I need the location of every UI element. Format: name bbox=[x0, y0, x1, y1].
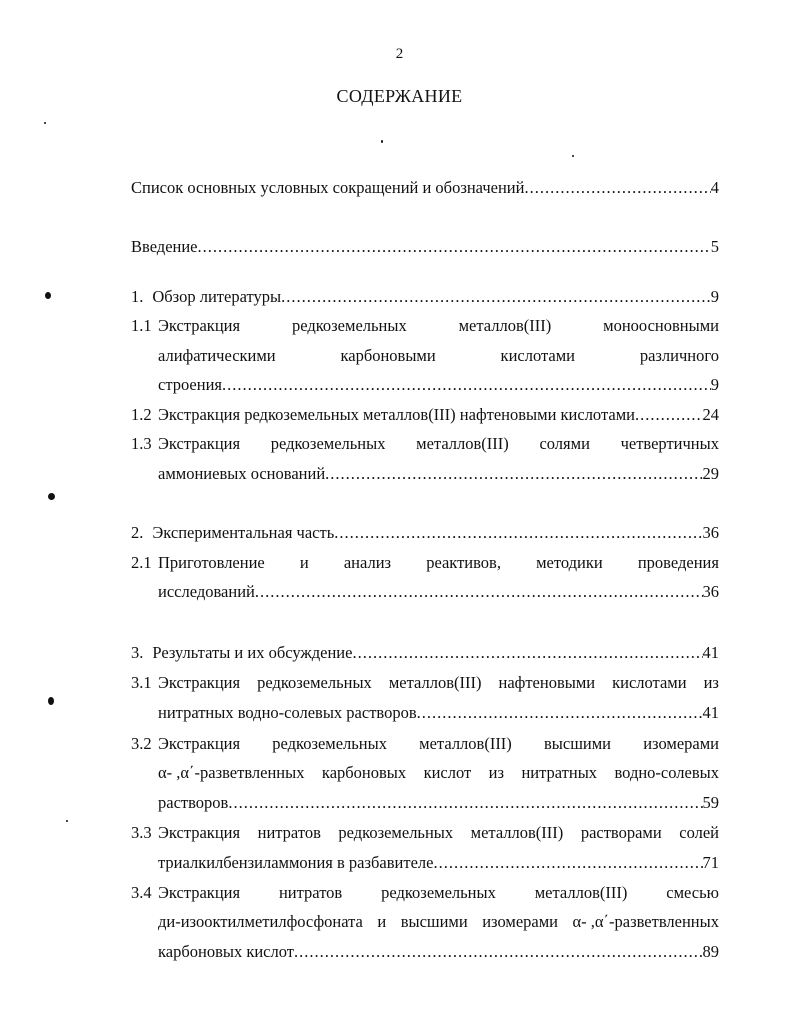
toc-entry-3-4-line-2 bbox=[158, 912, 719, 932]
toc-leader bbox=[334, 523, 702, 543]
toc-page: 89 bbox=[702, 942, 719, 961]
toc-word: редкоземельных bbox=[291, 316, 407, 335]
toc-word: карбоновыми bbox=[340, 346, 436, 365]
toc-entry-text: Результаты и их обсуждение bbox=[152, 643, 353, 662]
toc-leader bbox=[294, 942, 703, 962]
toc-word: ,α΄-разветвленных bbox=[590, 912, 719, 931]
toc-word: высшими bbox=[400, 912, 468, 931]
toc-word: нитратов bbox=[257, 823, 321, 842]
toc-word: четвертичных bbox=[620, 434, 719, 453]
toc-entry-text: Список основных условных сокращений и обозначений bbox=[131, 178, 525, 197]
toc-word: кислот bbox=[423, 763, 472, 782]
scan-speck bbox=[66, 820, 68, 822]
toc-entry-abbreviations[interactable] bbox=[131, 178, 719, 198]
toc-page: 5 bbox=[710, 237, 719, 256]
toc-entry-number: 3. bbox=[131, 643, 144, 662]
toc-word: ди-изооктилметилфосфоната bbox=[158, 912, 363, 931]
toc-word: из bbox=[488, 763, 505, 782]
toc-entry-2-1-last bbox=[158, 582, 719, 602]
toc-page: 36 bbox=[702, 523, 719, 542]
toc-leader bbox=[255, 582, 703, 602]
toc-entry-text: Экстракция редкоземельных металлов(III) нафтеновыми кислотами bbox=[158, 405, 635, 424]
toc-entry-chapter-3[interactable] bbox=[131, 643, 719, 663]
scan-speck bbox=[44, 122, 46, 124]
toc-entry-chapter-2[interactable] bbox=[131, 523, 719, 543]
toc-entry-text: карбоновых кислот bbox=[158, 942, 294, 961]
toc-entry-1-3-last bbox=[158, 464, 719, 484]
toc-word: проведения bbox=[637, 553, 719, 572]
toc-entry-chapter-1[interactable] bbox=[131, 287, 719, 307]
toc-entry-2-1[interactable] bbox=[158, 553, 719, 573]
toc-word: кислотами bbox=[500, 346, 575, 365]
toc-word: редкоземельных bbox=[270, 434, 386, 453]
scan-speck bbox=[48, 697, 54, 705]
toc-entry-1-1-last bbox=[158, 375, 719, 395]
toc-entry-3-2-last bbox=[158, 793, 719, 813]
toc-word: различного bbox=[639, 346, 719, 365]
toc-word: металлов(III) bbox=[388, 673, 482, 692]
toc-word: нафтеновыми bbox=[498, 673, 596, 692]
toc-word: α- bbox=[572, 912, 587, 931]
toc-word: анализ bbox=[343, 553, 392, 572]
toc-page: 29 bbox=[702, 464, 719, 483]
scan-speck bbox=[48, 493, 55, 500]
toc-word: Приготовление bbox=[158, 553, 265, 572]
toc-word: реактивов, bbox=[426, 553, 501, 572]
toc-entry-3-1-last bbox=[158, 703, 719, 723]
toc-entry-number: 1.2 bbox=[131, 405, 152, 424]
toc-word: металлов(III) bbox=[416, 434, 509, 453]
toc-entry-number: 1.1 bbox=[131, 316, 152, 335]
toc-word: редкоземельных bbox=[338, 823, 454, 842]
toc-word: кислотами bbox=[612, 673, 687, 692]
toc-word: редкоземельных bbox=[257, 673, 372, 692]
toc-leader bbox=[222, 375, 711, 395]
toc-word: металлов(III) bbox=[419, 734, 512, 753]
toc-leader bbox=[635, 405, 703, 425]
toc-word: изомерами bbox=[482, 912, 558, 931]
toc-entry-introduction[interactable] bbox=[131, 237, 719, 257]
toc-entry-3-3-last bbox=[158, 853, 719, 873]
toc-entry-text: растворов bbox=[158, 793, 229, 812]
toc-page: 41 bbox=[702, 643, 719, 662]
toc-word: из bbox=[703, 673, 719, 692]
toc-page: 36 bbox=[702, 582, 719, 601]
toc-page: 9 bbox=[710, 287, 719, 306]
toc-word: солями bbox=[539, 434, 590, 453]
toc-word: редкоземельных bbox=[272, 734, 387, 753]
toc-entry-number: 2. bbox=[131, 523, 144, 542]
toc-word: алифатическими bbox=[158, 346, 276, 365]
toc-word: Экстракция bbox=[158, 823, 241, 842]
toc-word: высшими bbox=[544, 734, 612, 753]
toc-entry-number: 3.1 bbox=[131, 673, 152, 692]
scan-speck bbox=[381, 140, 383, 143]
toc-leader bbox=[433, 853, 702, 873]
toc-entry-3-4[interactable] bbox=[158, 883, 719, 903]
scan-speck bbox=[572, 155, 574, 157]
toc-word: Экстракция bbox=[158, 734, 241, 753]
toc-word: смесью bbox=[666, 883, 719, 902]
toc-entry-number: 2.1 bbox=[131, 553, 152, 572]
toc-leader bbox=[352, 643, 702, 663]
toc-entry-3-1[interactable] bbox=[158, 673, 719, 693]
toc-leader bbox=[325, 464, 702, 484]
toc-word: и bbox=[377, 912, 387, 931]
toc-word: металлов(III) bbox=[534, 883, 628, 902]
toc-page: 4 bbox=[710, 178, 719, 197]
toc-entry-1-3[interactable] bbox=[158, 434, 719, 454]
toc-word: ,α΄-разветвленных bbox=[176, 763, 305, 782]
scan-speck bbox=[45, 292, 51, 299]
toc-entry-number: 3.2 bbox=[131, 734, 152, 753]
page-number: 2 bbox=[395, 46, 404, 62]
toc-page: 24 bbox=[702, 405, 719, 424]
toc-word: моноосновными bbox=[603, 316, 719, 335]
toc-entry-text: Введение bbox=[131, 237, 198, 256]
toc-leader bbox=[281, 287, 711, 307]
toc-leader bbox=[228, 793, 702, 813]
toc-leader bbox=[198, 237, 711, 257]
toc-entry-3-4-last bbox=[158, 942, 719, 962]
toc-entry-3-2-line-2 bbox=[158, 763, 719, 783]
toc-entry-3-3[interactable] bbox=[158, 823, 719, 843]
toc-entry-number: 3.4 bbox=[131, 883, 152, 902]
toc-word: солей bbox=[679, 823, 719, 842]
toc-entry-text: исследований bbox=[158, 582, 255, 601]
toc-entry-text: Экспериментальная часть bbox=[152, 523, 335, 542]
page-title: СОДЕРЖАНИЕ bbox=[336, 86, 463, 106]
toc-entry-3-2[interactable] bbox=[158, 734, 719, 754]
toc-entry-number: 1.3 bbox=[131, 434, 152, 453]
toc-page: 41 bbox=[702, 703, 719, 722]
toc-word: Экстракция bbox=[158, 316, 241, 335]
toc-word: растворами bbox=[580, 823, 662, 842]
toc-entry-number: 1. bbox=[131, 287, 144, 306]
toc-entry-text: нитратных водно-солевых растворов bbox=[158, 703, 417, 722]
toc-word: Экстракция bbox=[158, 883, 241, 902]
toc-word: изомерами bbox=[643, 734, 719, 753]
toc-page: 59 bbox=[702, 793, 719, 812]
toc-leader bbox=[417, 703, 703, 723]
toc-page: 9 bbox=[710, 375, 719, 394]
toc-word: нитратных bbox=[521, 763, 598, 782]
toc-word: нитратов bbox=[278, 883, 343, 902]
toc-word: карбоновых bbox=[321, 763, 407, 782]
toc-word: металлов(III) bbox=[458, 316, 552, 335]
toc-word: методики bbox=[536, 553, 603, 572]
toc-page: 71 bbox=[702, 853, 719, 872]
toc-word: Экстракция bbox=[158, 673, 241, 692]
toc-leader bbox=[524, 178, 710, 198]
toc-word: и bbox=[299, 553, 309, 572]
toc-entry-text: триалкилбензиламмония в разбавителе bbox=[158, 853, 434, 872]
toc-entry-text: аммониевых оснований bbox=[158, 464, 326, 483]
toc-entry-number: 3.3 bbox=[131, 823, 152, 842]
toc-entry-text: Обзор литературы bbox=[152, 287, 282, 306]
toc-word: Экстракция bbox=[158, 434, 241, 453]
toc-word: α- bbox=[158, 763, 173, 782]
toc-word: водно-солевых bbox=[614, 763, 719, 782]
toc-entry-1-1-line-2 bbox=[158, 346, 719, 366]
toc-entry-1-1[interactable] bbox=[158, 316, 719, 336]
toc-word: редкоземельных bbox=[381, 883, 496, 902]
toc-word: металлов(III) bbox=[470, 823, 564, 842]
toc-entry-text: строения bbox=[158, 375, 223, 394]
toc-entry-1-2[interactable] bbox=[158, 405, 719, 425]
